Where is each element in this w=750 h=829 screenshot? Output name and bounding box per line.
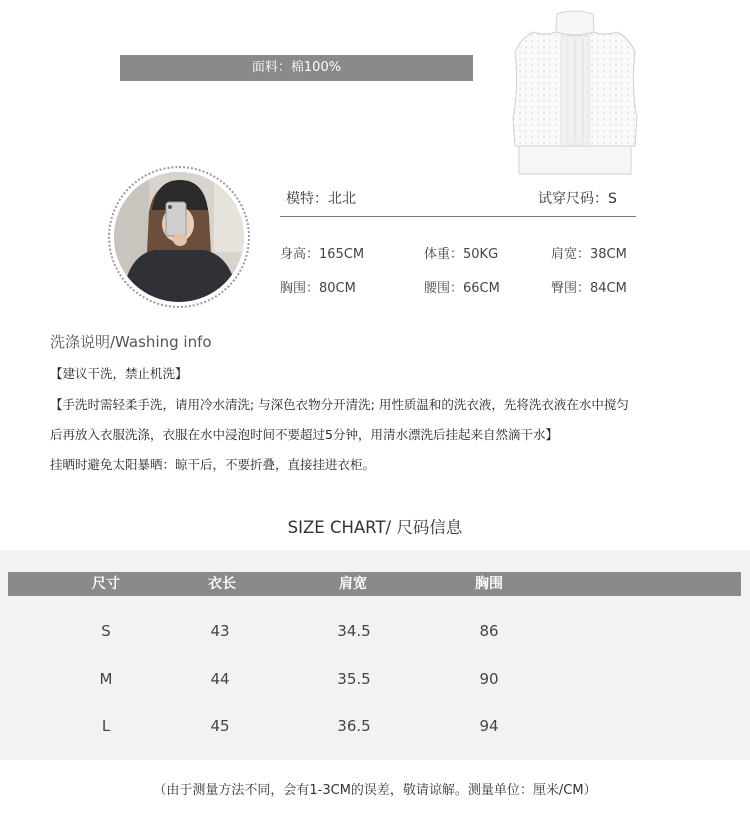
- cell-bust: 90: [479, 670, 499, 688]
- model-name: 模特：北北: [286, 191, 356, 207]
- cell-shoulder: 36.5: [337, 717, 371, 735]
- header-shoulder: 肩宽: [339, 576, 367, 592]
- divider: [280, 216, 636, 217]
- cell-shoulder: 35.5: [337, 670, 371, 688]
- try-size: 试穿尺码：S: [538, 191, 617, 207]
- washing-line: 后再放入衣服洗涤，衣服在水中浸泡时间不要超过5分钟，用清水漂洗后挂起来自然滴干水】: [50, 427, 558, 442]
- washing-line: 【建议干洗，禁止机洗】: [50, 366, 188, 381]
- fabric-label: 面料：棉100%: [120, 55, 473, 81]
- cell-shoulder: 34.5: [337, 622, 371, 640]
- cell-size: L: [101, 717, 111, 735]
- stat-height: 身高：165CM: [280, 247, 365, 262]
- washing-title: 洗涤说明/Washing info: [50, 333, 212, 351]
- washing-line: 挂晒时避免太阳暴晒：晾干后，不要折叠，直接挂进衣柜。: [50, 457, 376, 472]
- cell-size: M: [99, 670, 113, 688]
- stat-hip: 臀围：84CM: [551, 281, 627, 296]
- measurement-note: （由于测量方法不同，会有1-3CM的误差，敬请谅解。测量单位：厘米/CM）: [153, 783, 597, 798]
- stat-weight: 体重：50KG: [424, 247, 499, 262]
- stat-waist: 腰围：66CM: [424, 281, 500, 296]
- size-chart-title: SIZE CHART/ 尺码信息: [287, 518, 463, 537]
- cell-length: 43: [210, 622, 230, 640]
- cell-length: 45: [210, 717, 230, 735]
- cell-bust: 86: [479, 622, 499, 640]
- product-image: [505, 8, 645, 180]
- cell-size: S: [101, 622, 111, 640]
- cell-bust: 94: [479, 717, 499, 735]
- header-bust: 胸围: [475, 576, 503, 592]
- model-avatar: [114, 172, 244, 302]
- cell-length: 44: [210, 670, 230, 688]
- stat-shoulder: 肩宽：38CM: [551, 247, 627, 262]
- washing-line: 【手洗时需轻柔手洗，请用冷水清洗; 与深色衣物分开清洗; 用性质温和的洗衣液，先将洗衣液在水中搅匀: [50, 397, 629, 412]
- stat-bust: 胸围：80CM: [280, 281, 356, 296]
- header-size: 尺寸: [92, 576, 120, 592]
- header-length: 衣长: [208, 576, 236, 592]
